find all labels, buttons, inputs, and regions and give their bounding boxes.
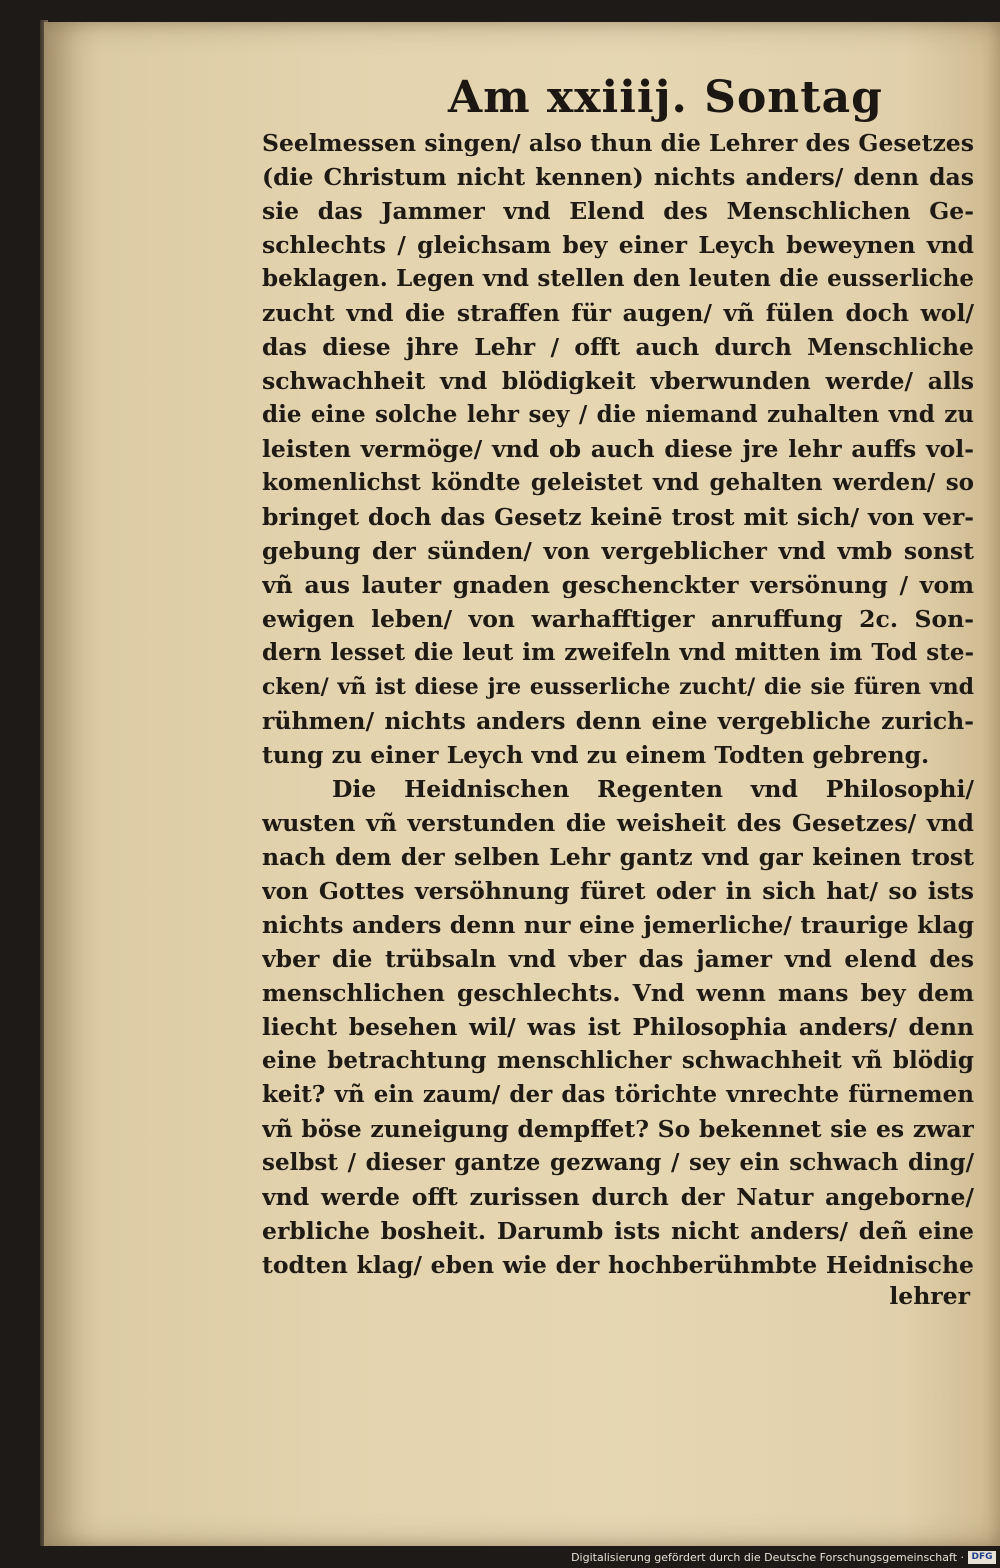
text-line: nach dem der selben Lehr gantz vnd gar keinen trost (262, 843, 974, 871)
text-line: komenlichst köndte geleistet vnd gehalten werden/ so (262, 469, 974, 496)
text-line: das diese jhre Lehr / offt auch durch Menschliche (262, 333, 974, 361)
funding-credit: Digitalisierung gefördert durch die Deutsche Forschungsgemeinschaft · (571, 1551, 964, 1564)
text-line: schlechts / gleichsam bey einer Leych beweynen vnd (262, 231, 974, 259)
text-line: dern lesset die leut im zweifeln vnd mitten im Tod ste- (262, 639, 974, 666)
text-line: vñ böse zuneigung dempffet? So bekennet sie es zwar (262, 1115, 974, 1143)
text-line: wusten vñ verstunden die weisheit des Gesetzes/ vnd (262, 809, 974, 837)
text-line: cken/ vñ ist diese jre eusserliche zucht/ die sie füren vnd (262, 674, 974, 700)
body-text (262, 126, 974, 1282)
text-line: keit? vñ ein zaum/ der das törichte vnrechte fürnemen (262, 1081, 974, 1108)
text-line: beklagen. Legen vnd stellen den leuten die eusserliche (262, 265, 974, 292)
text-line: von Gottes versöhnung füret oder in sich hat/ so ists (262, 877, 974, 905)
text-line: selbst / dieser gantze gezwang / sey ein schwach ding/ (262, 1149, 974, 1176)
text-line: menschlichen geschlechts. Vnd wenn mans bey dem (262, 979, 974, 1007)
text-line: erbliche bosheit. Darumb ists nicht anders/ deñ eine (262, 1217, 974, 1245)
text-line: Seelmessen singen/ also thun die Lehrer des Gesetzes (262, 129, 974, 157)
text-line: Die Heidnischen Regenten vnd Philosophi/ (332, 775, 974, 803)
text-line: rühmen/ nichts anders denn eine vergebliche zurich- (262, 707, 974, 735)
text-line: vnd werde offt zurissen durch der Natur angeborne/ (262, 1183, 974, 1211)
running-header: Am xxiiij. Sontag (448, 72, 883, 123)
text-line: vber die trübsaln vnd vber das jamer vnd elend des (262, 945, 974, 973)
text-line: zucht vnd die straffen für augen/ vñ fülen doch wol/ (262, 299, 974, 327)
text-line: eine betrachtung menschlicher schwachheit vñ blödig (262, 1047, 974, 1074)
text-line: tung zu einer Leych vnd zu einem Todten gebreng. (262, 741, 930, 769)
text-line: schwachheit vnd blödigkeit vberwunden werde/ alls (262, 367, 974, 395)
text-line: vñ aus lauter gnaden geschenckter versönung / vom (262, 571, 974, 599)
text-line: todten klag/ eben wie der hochberühmbte Heidnische (262, 1251, 974, 1279)
catchword: lehrer (889, 1282, 970, 1310)
text-line: bringet doch das Gesetz keinē trost mit sich/ von ver- (262, 503, 974, 531)
text-line: liecht besehen wil/ was ist Philosophia anders/ denn (262, 1013, 974, 1041)
text-line: die eine solche lehr sey / die niemand zuhalten vnd zu (262, 401, 974, 428)
text-line: sie das Jammer vnd Elend des Menschlichen Ge- (262, 197, 974, 225)
text-line: ewigen leben/ von warhafftiger anruffung 2c. Son- (262, 605, 974, 633)
dfg-logo: DFG (968, 1551, 996, 1564)
text-line: leisten vermöge/ vnd ob auch diese jre lehr auffs vol- (262, 435, 974, 463)
footer-bar (0, 1546, 1000, 1568)
text-line: gebung der sünden/ von vergeblicher vnd vmb sonst (262, 537, 974, 565)
text-line: (die Christum nicht kennen) nichts anders/ denn das (262, 163, 974, 191)
text-line: nichts anders denn nur eine jemerliche/ traurige klag (262, 911, 974, 939)
